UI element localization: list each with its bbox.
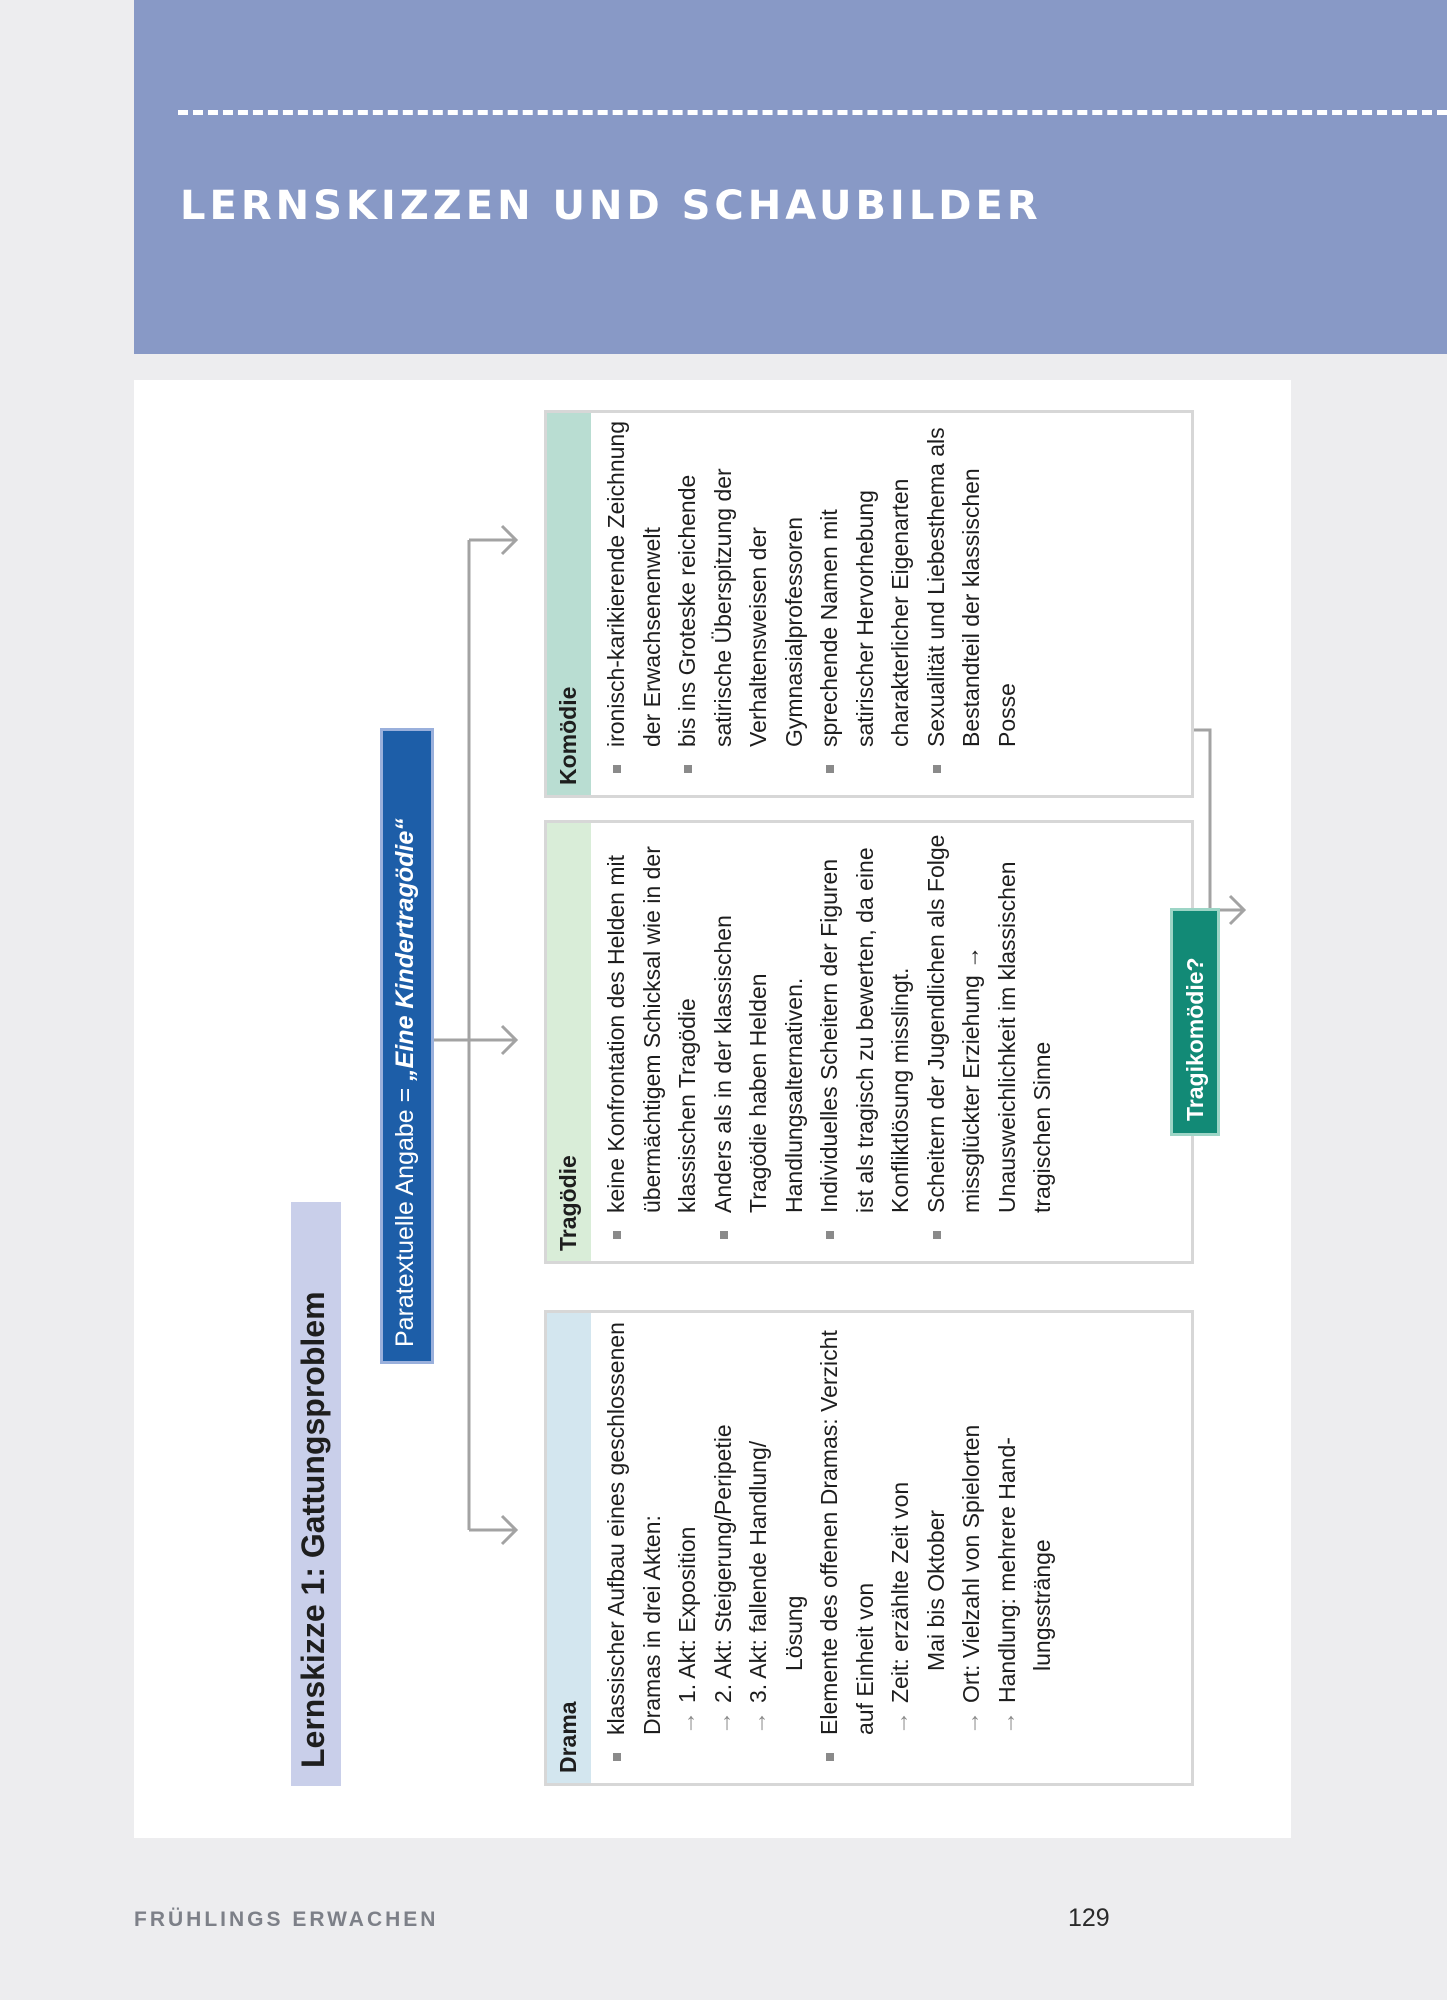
bullet-text: Sexualität und Liebesthema als Bestandteil der klassischen Posse: [922, 427, 1020, 747]
rotated-diagram: [164, 421, 1208, 1830]
bullet-square-icon: [684, 765, 692, 773]
sub-item-text: Handlung: mehrere Hand-: [993, 1437, 1020, 1703]
diagram-card: [134, 380, 1291, 1838]
bullet-square-icon: [826, 1753, 834, 1761]
bullet-item: [919, 421, 1026, 773]
sub-item-continuation: [919, 1321, 955, 1735]
bullet-square-icon: [613, 1231, 621, 1239]
sub-item: [954, 1321, 990, 1735]
sub-item: [670, 1321, 706, 1735]
bullet-square-icon: [933, 1231, 941, 1239]
bullet-text: Scheitern der Jugendlichen als Folge missglückter Erziehung → Unausweichlichkeit im klassischen tragischen Sinne: [922, 834, 1055, 1213]
sub-item-text: lungsstränge: [1029, 1539, 1055, 1671]
bullet-item: [812, 1321, 1061, 1761]
sub-item-text: Zeit: erzählte Zeit von: [887, 1481, 913, 1703]
sub-item-continuation: [1025, 1321, 1061, 1735]
arrow-right-icon: →: [674, 1711, 701, 1735]
diagram-title: Lernskizze 1: Gattungsproblem: [295, 1291, 331, 1768]
book-title: FRÜHLINGS ERWACHEN: [134, 1908, 439, 1931]
sub-item: [741, 1321, 777, 1735]
bullet-item: [599, 831, 706, 1239]
sub-item-text: 2. Akt: Steigerung/Peripetie: [709, 1424, 736, 1703]
bullet-text: ironisch-karikierende Zeichnung der Erwachsenenwelt: [603, 421, 665, 747]
sub-item-text: Lösung: [780, 1595, 807, 1671]
column-body: [599, 1321, 1061, 1761]
bullet-item: [599, 1321, 812, 1761]
bullet-square-icon: [613, 765, 621, 773]
bullet-text: Elemente des offenen Dramas: Verzicht auf Einheit von: [816, 1330, 878, 1735]
dashed-divider: [178, 110, 1447, 115]
column-komoedie: [544, 410, 1194, 798]
arrow-right-icon: →: [709, 1711, 737, 1735]
bullet-item: [670, 421, 812, 773]
column-heading: Tragödie: [547, 823, 591, 1261]
bullet-item: [706, 831, 813, 1239]
bullet-text: Anders als in der klassischen Tragödie haben Helden Handlungsalternativen.: [709, 915, 807, 1213]
bullet-item: [812, 831, 919, 1239]
sub-item-text: Mai bis Oktober: [922, 1509, 949, 1671]
column-heading: Drama: [547, 1313, 591, 1783]
column-body: [599, 421, 1025, 773]
sub-item: [883, 1321, 919, 1735]
bullet-item: [812, 421, 919, 773]
paratext-prefix: Paratextuelle Angabe =: [391, 1080, 419, 1347]
chapter-title: LERNSKIZZEN UND SCHAUBILDER: [180, 183, 1042, 229]
bullet-text: klassischer Aufbau eines geschlossenen Dramas in drei Akten:: [603, 1322, 665, 1735]
paratext-quote: „Eine Kindertragödie“: [391, 818, 419, 1081]
sub-item-continuation: [777, 1321, 813, 1735]
bullet-square-icon: [933, 765, 941, 773]
arrow-right-icon: →: [993, 1711, 1021, 1735]
page-number: 129: [1068, 1904, 1110, 1932]
sub-item-text: Ort: Vielzahl von Spielorten: [958, 1424, 984, 1703]
column-tragoedie: [544, 820, 1194, 1264]
bullet-square-icon: [613, 1753, 621, 1761]
bullet-square-icon: [720, 1231, 728, 1239]
column-body: [599, 831, 1061, 1239]
bullet-item: [919, 831, 1061, 1239]
sub-item-text: 3. Akt: fallende Handlung/: [745, 1440, 771, 1703]
bullet-text: bis ins Groteske reichende satirische Überspitzung der Verhaltensweisen der Gymnasialprofessoren: [674, 468, 807, 747]
bullet-text: sprechende Namen mit satirischer Hervorhebung charakterlicher Eigenarten: [816, 478, 913, 747]
sub-item: [990, 1321, 1026, 1735]
bullet-text: Individuelles Scheitern der Figuren ist als tragisch zu bewerten, da eine Konfliktlösung misslingt.: [816, 847, 913, 1213]
arrow-right-icon: →: [887, 1711, 914, 1735]
bullet-item: [599, 421, 670, 773]
arrow-right-icon: →: [958, 1711, 985, 1735]
bullet-text: keine Konfrontation des Helden mit übermächtigem Schicksal wie in der klassischen Tragödie: [603, 846, 700, 1213]
arrow-right-icon: →: [745, 1711, 772, 1735]
bullet-square-icon: [826, 1231, 834, 1239]
result-box: Tragikomödie?: [1170, 908, 1220, 1136]
chapter-header: [134, 0, 1447, 354]
column-heading: Komödie: [547, 413, 591, 795]
column-drama: [544, 1310, 1194, 1786]
sub-item: [706, 1321, 742, 1735]
sub-item-text: 1. Akt: Exposition: [674, 1526, 700, 1703]
bullet-square-icon: [826, 765, 834, 773]
